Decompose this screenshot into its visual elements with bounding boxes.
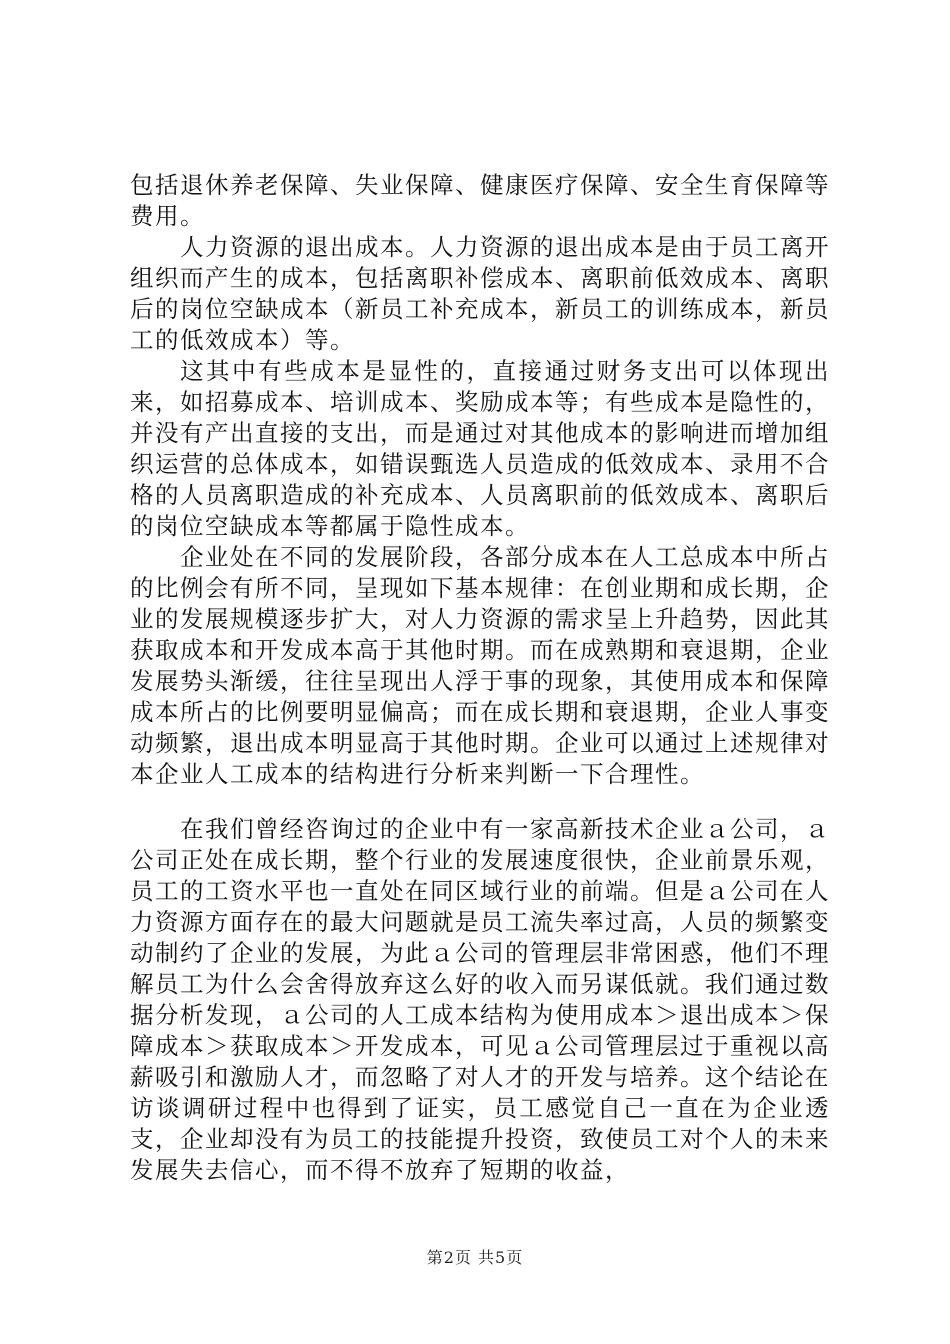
- paragraph-gap: [130, 790, 830, 814]
- document-body: [130, 170, 830, 1186]
- paragraph-explicit-implicit-cost: 这其中有些成本是显性的，直接通过财务支出可以体现出来，如招募成本、培训成本、奖励成本等；有些成本是隐性的，并没有产出直接的支出，而是通过对其他成本的影响进而增加组织运营的总体成本，如错误甄选人员造成的低效成本、录用不合格的人员离职造成的补充成本、人员离职前的低效成本、离职后的岗位空缺成本等都属于隐性成本。: [130, 357, 830, 540]
- paragraph-exit-cost: 人力资源的退出成本。人力资源的退出成本是由于员工离开组织而产生的成本，包括离职补偿成本、离职前低效成本、离职后的岗位空缺成本（新员工补充成本，新员工的训练成本，新员工的低效成本）等。: [130, 233, 830, 354]
- paragraph-retirement-continuation: 包括退休养老保障、失业保障、健康医疗保障、安全生育保障等费用。: [130, 171, 830, 230]
- page-footer: 第2页 共5页: [426, 1248, 524, 1267]
- paragraph-case-study: 在我们曾经咨询过的企业中有一家高新技术企业ａ公司，ａ公司正处在成长期，整个行业的发展速度很快，企业前景乐观，员工的工资水平也一直处在同区域行业的前端。但是ａ公司在人力资源方面存在的最大问题就是员工流失率过高，人员的频繁变动制约了企业的发展，为此ａ公司的管理层非常困惑，他们不理解员工为什么会舍得放弃这么好的收入而另谋低就。我们通过数据分析发现，ａ公司的人工成本结构为使用成本＞退出成本＞保障成本＞获取成本＞开发成本，可见ａ公司管理层过于重视以高薪吸引和激励人才，而忽略了对人才的开发与培养。这个结论在访谈调研过程中也得到了证实，员工感觉自己一直在为企业透支，企业却没有为员工的技能提升投资，致使员工对个人的未来发展失去信心，而不得不放弃了短期的收益，: [130, 815, 830, 1184]
- paragraph-development-stages: 企业处在不同的发展阶段，各部分成本在人工总成本中所占的比例会有所不同，呈现如下基本规律：在创业期和成长期，企业的发展规模逐步扩大，对人力资源的需求呈上升趋势，因此其获取成本和开发成本高于其他时期。而在成熟期和衰退期，企业发展势头渐缓，往往呈现出人浮于事的现象，其使用成本和保障成本所占的比例要明显偏高；而在成长期和衰退期，企业人事变动频繁，退出成本明显高于其他时期。企业可以通过上述规律对本企业人工成本的结构进行分析来判断一下合理性。: [130, 543, 830, 788]
